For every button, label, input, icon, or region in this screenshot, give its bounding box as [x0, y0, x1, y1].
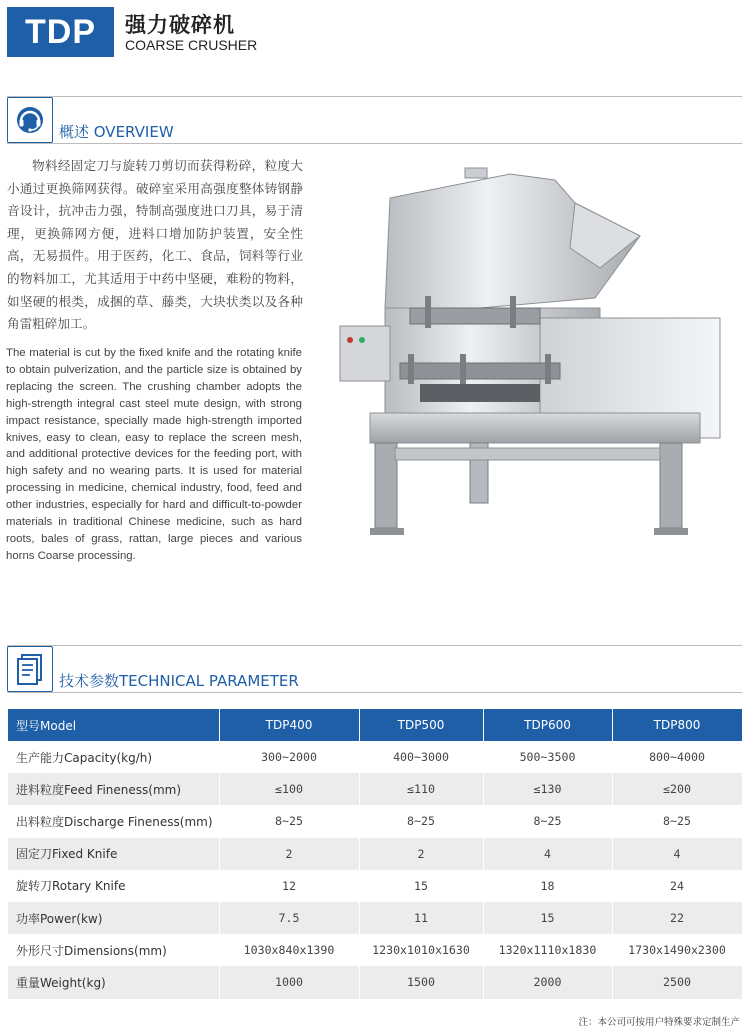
- header-tdp400: TDP400: [219, 709, 359, 741]
- model-badge: TDP: [7, 7, 114, 57]
- overview-icon-box: [7, 97, 53, 143]
- table-cell: 1500: [359, 966, 483, 998]
- technical-title: 技术参数TECHNICAL PARAMETER: [59, 672, 299, 690]
- headset-icon: [8, 98, 52, 142]
- row-label: 旋转刀Rotary Knife: [8, 870, 219, 902]
- table-row: [8, 741, 742, 773]
- table-cell: ≤110: [359, 773, 483, 805]
- overview-rule-bottom: [7, 143, 742, 144]
- table-cell: 4: [612, 838, 742, 870]
- overview-text-cn: 物料经固定刀与旋转刀剪切而获得粉碎，粒度大小通过更换筛网获得。破碎室采用高强度整体铸钢静音设计，抗冲击力强，特制高强度进口刀具，易于清理，更换筛网方便，进料口增加防护装置，安全性高，无易损件。用于医药，化工、食品，饲料等行业的物料加工，尤其适用于中药中坚硬，难粉的物料，如坚硬的根类，成捆的草、藤类，大块状类以及各种角雷粗碎加工。: [7, 158, 303, 332]
- table-row: [8, 773, 742, 805]
- table-cell: 24: [612, 870, 742, 902]
- header-model: 型号Model: [8, 709, 219, 741]
- table-cell: 800~4000: [612, 741, 742, 773]
- product-title-en: COARSE CRUSHER: [125, 37, 258, 53]
- table-row: [8, 838, 742, 870]
- table-cell: 15: [483, 902, 612, 934]
- table-cell: 11: [359, 902, 483, 934]
- crusher-machine-image: [330, 158, 730, 550]
- table-cell: 15: [359, 870, 483, 902]
- row-label: 功率Power(kw): [8, 902, 219, 934]
- row-label: 外形尺寸Dimensions(mm): [8, 934, 219, 966]
- table-cell: ≤200: [612, 773, 742, 805]
- table-cell: 300~2000: [219, 741, 359, 773]
- technical-rule-top: [7, 645, 742, 646]
- table-cell: 2000: [483, 966, 612, 998]
- table-cell: 12: [219, 870, 359, 902]
- header-tdp500: TDP500: [359, 709, 483, 741]
- overview-title: 概述 OVERVIEW: [59, 123, 174, 141]
- table-row: [8, 805, 742, 837]
- table-cell: 18: [483, 870, 612, 902]
- product-title-cn: 强力破碎机: [125, 13, 235, 37]
- row-label: 重量Weight(kg): [8, 966, 219, 998]
- table-header-row: [8, 709, 742, 741]
- table-cell: 1030x840x1390: [219, 934, 359, 966]
- table-cell: 8~25: [612, 805, 742, 837]
- customization-note: 注：本公司可按用户特殊要求定制生产: [578, 1017, 740, 1028]
- table-cell: 400~3000: [359, 741, 483, 773]
- table-cell: 1230x1010x1630: [359, 934, 483, 966]
- table-cell: 8~25: [483, 805, 612, 837]
- header-tdp800: TDP800: [612, 709, 742, 741]
- table-cell: 22: [612, 902, 742, 934]
- table-row: [8, 870, 742, 902]
- header-tdp600: TDP600: [483, 709, 612, 741]
- table-cell: 2: [219, 838, 359, 870]
- table-cell: 7.5: [219, 902, 359, 934]
- table-cell: 8~25: [219, 805, 359, 837]
- table-cell: 4: [483, 838, 612, 870]
- table-cell: ≤130: [483, 773, 612, 805]
- table-cell: 1730x1490x2300: [612, 934, 742, 966]
- table-row: [8, 902, 742, 934]
- row-label: 生产能力Capacity(kg/h): [8, 741, 219, 773]
- table-cell: 1000: [219, 966, 359, 998]
- table-cell: 500~3500: [483, 741, 612, 773]
- table-row: [8, 934, 742, 966]
- row-label: 固定刀Fixed Knife: [8, 838, 219, 870]
- table-cell: 2: [359, 838, 483, 870]
- table-cell: 2500: [612, 966, 742, 998]
- table-row: [8, 966, 742, 998]
- overview-text-en: The material is cut by the fixed knife and the rotating knife to obtain pulverization, and the particle size is obtained by replacing the screen. The crushing chamber adopts the high-strength integral cast steel mute design, with strong impact resistance, specially made high-strength imported knives, easy to clean, easy to replace the screen mesh, and additional protective devices for the feeding port, with high safety and no wearing parts. It is used for material processing in medicine, chemical industry, food, feed and other industries, especially for hard and difficult-to-powder materials in traditional Chinese medicine, such as hard roots, bales of grass, rattan, large pieces and various horns Coarse processing.: [6, 347, 302, 562]
- table-cell: ≤100: [219, 773, 359, 805]
- table-cell: 8~25: [359, 805, 483, 837]
- row-label: 出料粒度Discharge Fineness(mm): [8, 805, 219, 837]
- document-icon: [8, 647, 52, 691]
- overview-rule-top: [7, 96, 742, 97]
- technical-parameter-table: [8, 709, 743, 999]
- table-cell: 1320x1110x1830: [483, 934, 612, 966]
- technical-icon-box: [7, 646, 53, 692]
- technical-rule-bottom: [7, 692, 742, 693]
- row-label: 进料粒度Feed Fineness(mm): [8, 773, 219, 805]
